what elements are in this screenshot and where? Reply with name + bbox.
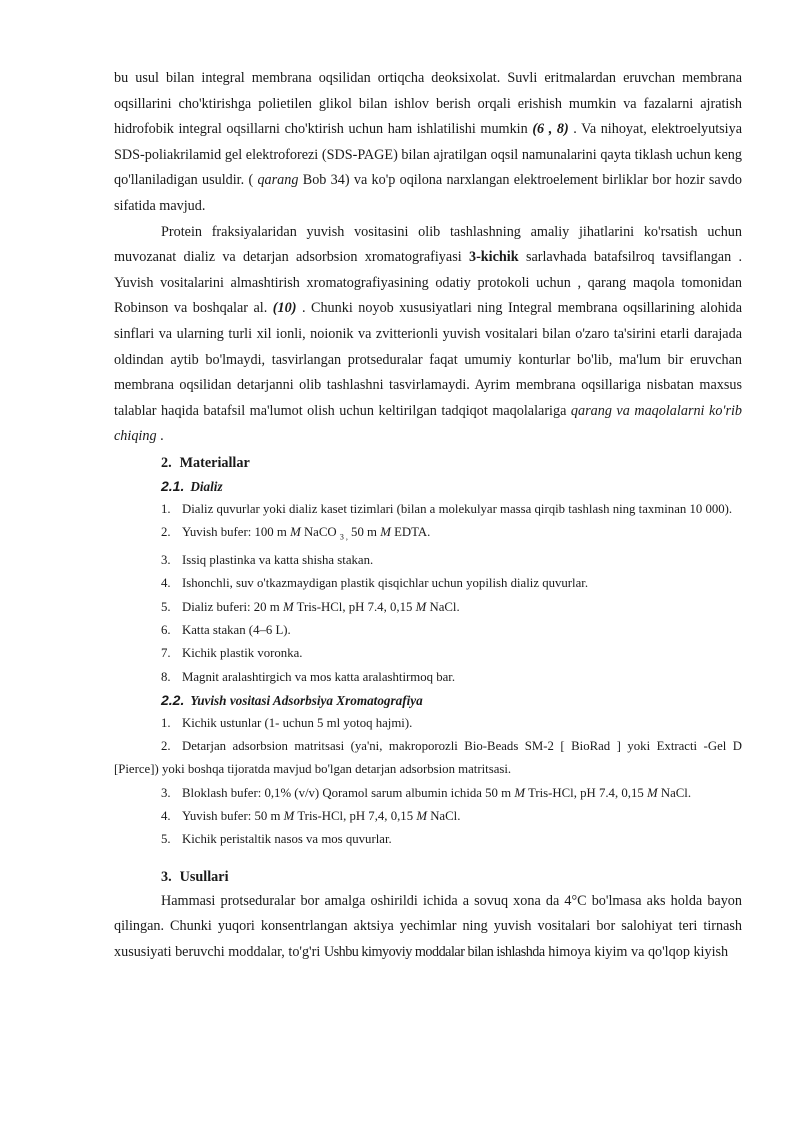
cross-reference: qarang va maqolalarni ko'rib chiqing (114, 402, 742, 445)
citation: (6 , 8) (532, 121, 569, 138)
list-text: Kichik peristaltik nasos va mos quvurlar. (182, 832, 392, 847)
list-number: 5. (161, 599, 171, 614)
list-text: Tris-HCl, pH 7,4, 0,15 (297, 809, 414, 824)
list-text: Katta stakan (4–6 L). (182, 622, 291, 637)
unit-symbol: M (416, 809, 427, 824)
cross-reference: qarang (257, 172, 299, 189)
list-number: 7. (161, 646, 171, 661)
list-text: NaCl. (430, 809, 461, 824)
unit-symbol: M (415, 599, 427, 614)
list-item (114, 782, 742, 805)
list-item (114, 549, 742, 572)
subsection-heading-dialysis (161, 475, 742, 498)
list-item (114, 828, 742, 851)
list-text: Issiq plastinka va katta shisha stakan. (182, 553, 374, 568)
section-reference: 3-kichik (468, 249, 519, 266)
list-text: Bloklash bufer: 0,1% (v/v) Qoramol sarum albumin ichida 50 m (182, 785, 512, 800)
list-text: Yuvish bufer: 50 m (182, 809, 281, 824)
text-run: . Chunki noyob xususiyatlari ning Integral membrana oqsillarining alohida sinflari va ularning turli xil ionli, noionik va zvitterionli yuvish vositalari bilan o'zaro ta'sirini etarli darajada oldindan aytib bo'lmaydi, tasvirlangan protseduralar faqat umumiy konturlar bo'lib, ma'lum bir eruvchan membrana oqsilidan detarjanni olib tashlashni tasvirlamaydi. Ayrim membrana oqsillariga nisbatan maxsus talablar haqida batafsil ma'lumot olish uchun keltirilgan tadqiqot maqolalariga (114, 300, 743, 419)
list-text: Tris-HCl, pH 7.4, 0,15 (296, 599, 413, 614)
text-run: . (160, 428, 164, 445)
list-number: 3. (161, 785, 171, 800)
text-run: . Va nihoyat, elektroelyutsiya SDS-poliakrilamid gel elektroforezi (SDS-PAGE) bilan ajratilgan oqsil namunalarini qayta tiklash uchun keng qo'llaniladigan usuldir. ( (114, 121, 743, 189)
section-number: 2. (161, 454, 172, 471)
text-run: bu usul bilan integral membrana oqsilidan ortiqcha deoksixolat. Suvli eritmalardan eruvchan membrana oqsillarini cho'ktirishga polietilen glikol bilan ishlov berish orqali erishish mumkin va fazalarni ajratish hidrofobik integral oqsillarni cho'ktirish uchun ham ishlatilishi mumkin (114, 70, 742, 138)
list-text: Kichik ustunlar (1- uchun 5 ml yotoq hajmi). (182, 715, 413, 730)
list-text: Magnit aralashtirgich va mos katta aralashtirmoq bar. (182, 669, 456, 684)
unit-symbol: M (646, 785, 658, 800)
list-text: Tris-HCl, pH 7.4, 0,15 (527, 785, 644, 800)
text-run: himoya kiyim va qo'lqop kiyish (548, 943, 729, 960)
list-item (114, 521, 742, 549)
section-title: Usullari (179, 868, 229, 885)
list-number: 6. (161, 622, 171, 637)
list-number: 2. (161, 739, 171, 754)
section-heading-materials (161, 452, 742, 475)
list-number: 1. (161, 715, 171, 730)
paragraph-intro (114, 66, 742, 220)
list-item (114, 642, 742, 665)
list-text: NaCl. (660, 785, 692, 800)
list-text: Yuvish bufer: 100 m (182, 525, 287, 540)
unit-symbol: M (282, 599, 294, 614)
list-item (114, 572, 742, 595)
adsorption-materials-list (114, 712, 742, 852)
list-item (114, 712, 742, 735)
subsection-heading-adsorption (161, 689, 742, 712)
list-item (114, 619, 742, 642)
paragraph-methods (114, 889, 742, 966)
text-run: Bob 34) va ko'p oqilona narxlangan elektroelement birliklar bor hozir savdo sifatida mavjud. (114, 172, 743, 214)
paragraph-protein (114, 220, 742, 450)
list-text: Kichik plastik voronka. (182, 646, 303, 661)
subsection-number: 2.1. (161, 477, 185, 494)
section-heading-methods (161, 866, 742, 889)
list-item (114, 666, 742, 689)
text-run: sarlavhada batafsilroq tavsiflangan . Yuvish vositalarini almashtirish xromatografiyasining odatiy protokoli uchun , qarang maqola tomonidan Robinson va boshqalar al. (114, 249, 743, 317)
subsection-title: Dializ (190, 478, 223, 494)
section-number: 3. (161, 868, 172, 885)
list-number: 1. (161, 501, 171, 516)
list-text: NaCO (303, 525, 337, 540)
list-number: 4. (161, 809, 171, 824)
list-number: 3. (161, 553, 171, 568)
unit-symbol: M (514, 785, 525, 800)
list-item (114, 596, 742, 619)
list-item (114, 735, 742, 782)
subsection-number: 2.2. (161, 691, 185, 708)
list-text: NaCl. (429, 599, 460, 614)
unit-symbol: M (290, 525, 301, 540)
text-run: Hammasi protseduralar bor amalga oshirildi ichida a sovuq xona da 4°C bo'lmasa aks holda bayon qilingan. Chunki yuqori konsentrlangan aktsiya yechimlar ning yuvish vositalari bor salohiyat teri tirnash xususiyati beruvchi moddalar, to'g'ri (114, 892, 742, 960)
list-number: 8. (161, 669, 171, 684)
subsection-title: Yuvish vositasi Adsorbsiya Xromatografiya (190, 692, 423, 708)
subscript: 3 , (339, 532, 348, 542)
list-text: Ishonchli, suv o'tkazmaydigan plastik qisqichlar uchun yopilish dializ quvurlar. (182, 576, 589, 591)
list-text: EDTA. (394, 525, 431, 540)
list-text: Detarjan adsorbsion matritsasi (ya'ni, makroporozli Bio-Beads SM-2 [ BioRad ] yoki Extracti -Gel D [Pierce]) yoki boshqa tijoratda mavjud bo'lgan detarjan adsorbsion matritsasi. (114, 739, 742, 777)
dialysis-materials-list (114, 498, 742, 689)
list-item (114, 498, 742, 521)
text-run: Protein fraksiyalaridan yuvish vositasini olib tashlashning amaliy jihatlarini ko'rsatish uchun muvozanat dializ va detarjan adsorbsion xromatografiyasi (114, 223, 742, 266)
list-number: 2. (161, 525, 171, 540)
section-title: Materiallar (179, 454, 250, 471)
list-number: 5. (161, 832, 171, 847)
list-text: Dializ quvurlar yoki dializ kaset tizimlari (bilan a molekulyar massa qirqib tashlash ning taxminan 10 000). (182, 501, 733, 516)
unit-symbol: M (380, 525, 391, 540)
text-run: Ushbu kimyoviy moddalar bilan ishlashda (323, 943, 545, 960)
citation: (10) (272, 300, 297, 317)
list-text: 50 m (351, 525, 377, 540)
list-number: 4. (161, 576, 171, 591)
unit-symbol: M (283, 809, 295, 824)
list-text: Dializ buferi: 20 m (182, 599, 280, 614)
list-item (114, 805, 742, 828)
